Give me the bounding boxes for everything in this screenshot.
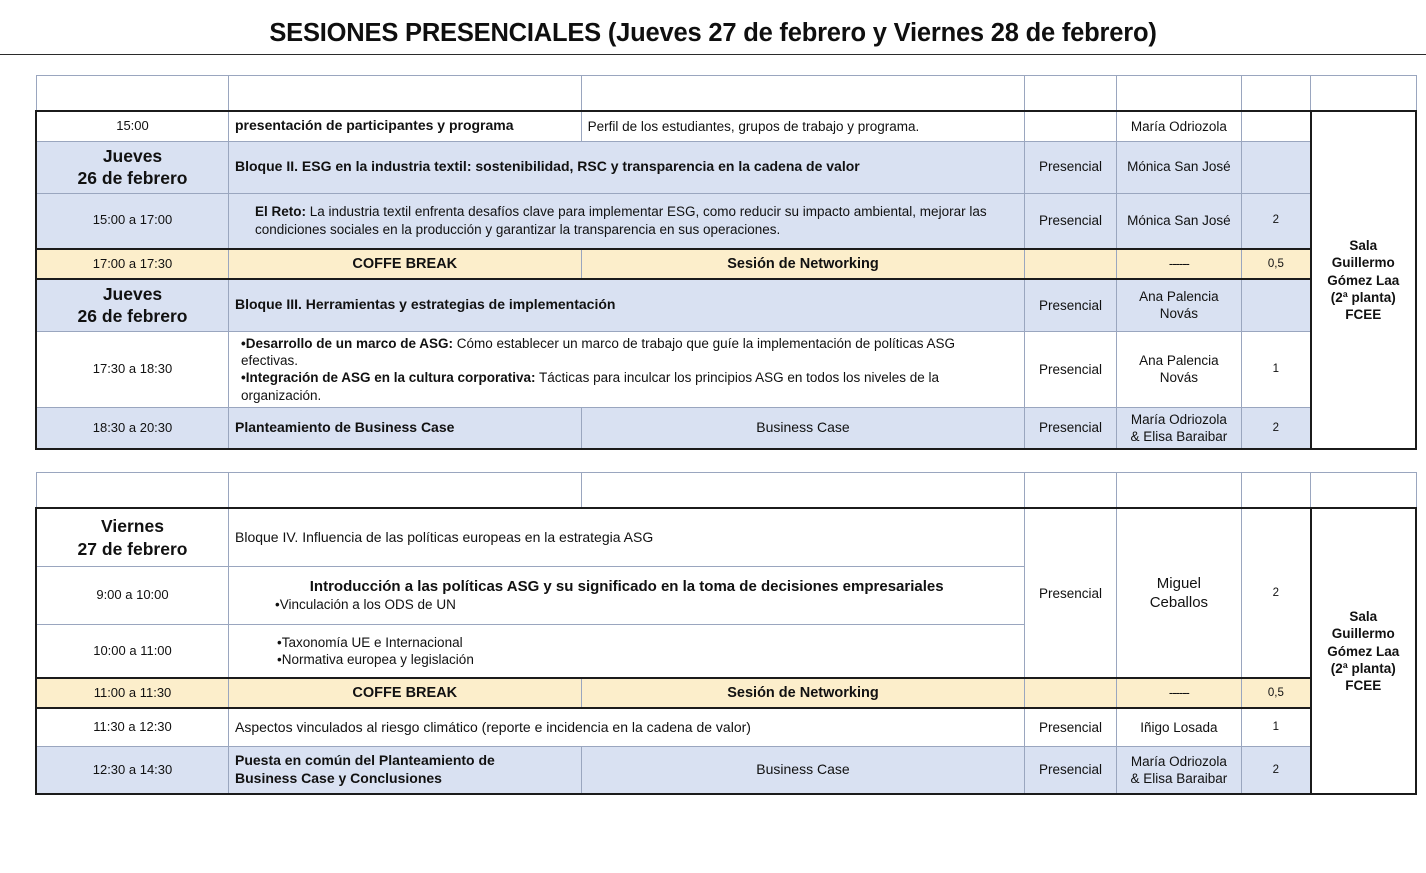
cell-docentes: ------	[1116, 249, 1242, 279]
lugar-line-1: Sala	[1349, 238, 1378, 254]
table-row	[36, 111, 1416, 141]
cell-docentes-line1: Miguel	[1156, 575, 1201, 593]
cell-docentes-line2: Ceballos	[1149, 594, 1209, 612]
cell-horas: 0,5	[1242, 249, 1311, 279]
cell-detalle	[229, 193, 1025, 249]
cell-detalle: Perfil de los estudiantes, grupos de trabajo y programa.	[581, 111, 1025, 141]
col-header-sesion: SESIÓN	[229, 473, 582, 509]
lugar-line-5: FCEE	[1345, 307, 1382, 323]
bullet-item	[241, 335, 1008, 370]
cell-dia: 10:00 a 11:00	[36, 624, 229, 678]
cell-lugar	[1311, 508, 1416, 794]
cell-docentes	[1116, 331, 1242, 407]
col-header-detalle: DETALLE DEL CONTENIDO	[581, 473, 1025, 509]
cell-horas: 2	[1242, 746, 1311, 794]
bullet-rest: Tácticas para inculcar los principios ASG en todos los niveles de la organización.	[241, 370, 940, 403]
col-header-dia: DÍA Y SEMANA	[36, 473, 229, 509]
cell-sesion	[229, 624, 1025, 678]
cell-tipo: Presencial	[1025, 508, 1116, 678]
lugar-line-2: Guillermo	[1331, 255, 1395, 271]
table-row	[36, 407, 1416, 449]
bullet-lead: •Desarrollo de un marco de ASG:	[241, 335, 454, 351]
cell-horas: 1	[1242, 708, 1311, 746]
col-header-docentes: DOCENTES	[1116, 76, 1242, 112]
table-row	[36, 141, 1416, 193]
table1-body	[36, 111, 1416, 449]
cell-dia: 9:00 a 10:00	[36, 566, 229, 624]
cell-docentes-line1: María Odriozola	[1130, 411, 1227, 427]
col-header-tipo	[1025, 76, 1116, 112]
table-row	[36, 746, 1416, 794]
table-row	[36, 279, 1416, 331]
cell-docentes: Mónica San José	[1116, 141, 1242, 193]
table-row	[36, 193, 1416, 249]
cell-sesion: Bloque II. ESG en la industria textil: sostenibilidad, RSC y transparencia en la cadena de valor	[229, 141, 1025, 193]
cell-tipo	[1025, 678, 1116, 708]
cell-dia: 17:30 a 18:30	[36, 331, 229, 407]
cell-docentes	[1116, 279, 1242, 331]
cell-tipo: Presencial	[1025, 708, 1116, 746]
cell-sesion	[229, 746, 582, 794]
tables-gap	[0, 450, 1426, 472]
cell-dia: 15:00	[36, 111, 229, 141]
col-header-detalle: DETALLE DEL CONTENIDO	[581, 76, 1025, 112]
table-row	[36, 708, 1416, 746]
cell-docentes-line2: & Elisa Baraibar	[1130, 429, 1228, 445]
cell-horas: 0,5	[1242, 678, 1311, 708]
cell-docentes	[1116, 407, 1242, 449]
table2-body	[36, 508, 1416, 794]
col-header-sesion: SESIÓN	[229, 76, 582, 112]
cell-dia-line2: 27 de febrero	[77, 538, 188, 559]
cell-docentes: Mónica San José	[1116, 193, 1242, 249]
cell-dia: 11:00 a 11:30	[36, 678, 229, 708]
lugar-line-4: (2ª planta)	[1330, 289, 1396, 305]
cell-sesion: Bloque IV. Influencia de las políticas europeas en la estrategia ASG	[229, 508, 1025, 566]
cell-sesion-line1: •Taxonomía UE e Internacional	[277, 634, 463, 650]
lugar-line-3: Gómez Laa	[1327, 272, 1400, 288]
cell-horas	[1242, 111, 1311, 141]
cell-docentes: ------	[1116, 678, 1242, 708]
schedule-table-friday	[35, 472, 1417, 795]
col-header-tipo-line1: Tipo de	[1047, 79, 1094, 93]
cell-sesion-sub: •Vinculación a los ODS de UN	[275, 597, 456, 613]
bullet-lead: •Integración de ASG en la cultura corporativa:	[241, 370, 536, 386]
cell-dia-line1: Viernes	[101, 516, 164, 537]
cell-sesion: COFFE BREAK	[229, 249, 582, 279]
title-divider	[0, 54, 1426, 55]
lugar-line-3: Gómez Laa	[1327, 643, 1400, 659]
cell-horas	[1242, 279, 1311, 331]
col-header-horas: HORAS	[1242, 76, 1311, 112]
bullet-item	[241, 369, 1008, 404]
cell-sesion: presentación de participantes y programa	[229, 111, 582, 141]
cell-docentes-line2: Novás	[1159, 306, 1198, 322]
cell-sesion: Aspectos vinculados al riesgo climático (reporte e incidencia en la cadena de valor)	[229, 708, 1025, 746]
col-header-tipo-line1: Tipo de	[1047, 476, 1094, 491]
cell-docentes-line1: Ana Palencia	[1139, 289, 1219, 305]
cell-horas: 1	[1242, 331, 1311, 407]
cell-detalle: Business Case	[581, 746, 1025, 794]
cell-dia-line1: Jueves	[102, 145, 163, 166]
cell-dia: 18:30 a 20:30	[36, 407, 229, 449]
cell-detalle-rest: La industria textil enfrenta desafíos clave para implementar ESG, como reducir su impacto ambiental, mejorar las condiciones sociales en la producción y garantizar la transparencia en sus operaciones.	[255, 204, 987, 237]
col-header-dia: DÍA Y SEMANA	[36, 76, 229, 112]
cell-tipo: Presencial	[1025, 279, 1116, 331]
cell-detalle: Sesión de Networking	[581, 678, 1025, 708]
cell-horas: 2	[1242, 508, 1311, 678]
cell-tipo: Presencial	[1025, 193, 1116, 249]
cell-dia-line1: Jueves	[102, 284, 163, 304]
cell-dia	[36, 141, 229, 193]
schedule-table-thursday	[35, 75, 1417, 450]
cell-docentes	[1116, 508, 1242, 678]
cell-tipo: Presencial	[1025, 407, 1116, 449]
cell-sesion-line2: •Normativa europea y legislación	[277, 652, 474, 668]
table-row	[36, 331, 1416, 407]
lugar-line-2: Guillermo	[1331, 626, 1395, 642]
page-title: SESIONES PRESENCIALES (Jueves 27 de febrero y Viernes 28 de febrero)	[269, 19, 1157, 47]
cell-docentes: María Odriozola	[1116, 111, 1242, 141]
cell-detalle-lead: El Reto:	[255, 204, 307, 220]
cell-horas: 2	[1242, 407, 1311, 449]
cell-sesion: COFFE BREAK	[229, 678, 582, 708]
cell-sesion-line2: Business Case y Conclusiones	[235, 770, 442, 787]
cell-docentes-line2: & Elisa Baraibar	[1130, 771, 1228, 787]
col-header-lugar: LUGAR	[1311, 76, 1416, 112]
cell-dia-line2: 26 de febrero	[77, 306, 188, 327]
header-row	[36, 76, 1416, 112]
cell-dia: 15:00 a 17:00	[36, 193, 229, 249]
cell-lugar	[1311, 111, 1416, 449]
col-header-docentes: DOCENTES	[1116, 473, 1242, 509]
lugar-line-4: (2ª planta)	[1330, 661, 1396, 676]
cell-tipo: Presencial	[1025, 141, 1116, 193]
table-row	[36, 508, 1416, 566]
cell-docentes: Iñigo Losada	[1116, 708, 1242, 746]
cell-sesion-heading: Introducción a las políticas ASG y su significado en la toma de decisiones empresariales	[309, 578, 944, 596]
cell-detalle: Business Case	[581, 407, 1025, 449]
lugar-line-1: Sala	[1349, 609, 1378, 625]
header-row	[36, 473, 1416, 509]
cell-tipo: Presencial	[1025, 331, 1116, 407]
cell-sesion-bullets	[229, 331, 1025, 407]
bullet-rest: Cómo establecer un marco de trabajo que guíe la implementación de políticas ASG efectivas.	[241, 335, 956, 369]
schedule-table-2-wrapper	[35, 472, 1417, 795]
cell-sesion	[229, 566, 1025, 624]
cell-dia: 12:30 a 14:30	[36, 746, 229, 794]
cell-horas: 2	[1242, 193, 1311, 249]
cell-dia	[36, 508, 229, 566]
cell-sesion: Bloque III. Herramientas y estrategias de implementación	[229, 279, 1025, 331]
cell-docentes-line2: Novás	[1159, 370, 1198, 386]
col-header-tipo-line2: SESION	[1045, 490, 1095, 505]
col-header-tipo	[1025, 473, 1116, 509]
col-header-tipo-line2: SESION	[1045, 93, 1095, 107]
cell-detalle: Sesión de Networking	[581, 249, 1025, 279]
schedule-table-1-wrapper	[35, 75, 1417, 450]
lugar-line-5: FCEE	[1345, 678, 1382, 694]
cell-docentes-line1: Ana Palencia	[1139, 353, 1219, 369]
cell-sesion-line1: Puesta en común del Planteamiento de	[235, 752, 495, 769]
col-header-lugar: LUGAR	[1311, 473, 1416, 509]
table2-header	[36, 473, 1416, 509]
col-header-horas: HORAS	[1242, 473, 1311, 509]
cell-dia: 17:00 a 17:30	[36, 249, 229, 279]
table-row-coffee-break	[36, 678, 1416, 708]
cell-tipo: Presencial	[1025, 746, 1116, 794]
cell-dia: 11:30 a 12:30	[36, 708, 229, 746]
table1-header	[36, 76, 1416, 112]
table-row-coffee-break	[36, 249, 1416, 279]
cell-dia	[36, 279, 229, 331]
cell-tipo	[1025, 249, 1116, 279]
cell-sesion: Planteamiento de Business Case	[229, 407, 582, 449]
cell-tipo	[1025, 111, 1116, 141]
cell-dia-line2: 26 de febrero	[77, 168, 188, 188]
cell-docentes-line1: María Odriozola	[1130, 753, 1227, 769]
cell-horas	[1242, 141, 1311, 193]
cell-docentes	[1116, 746, 1242, 794]
